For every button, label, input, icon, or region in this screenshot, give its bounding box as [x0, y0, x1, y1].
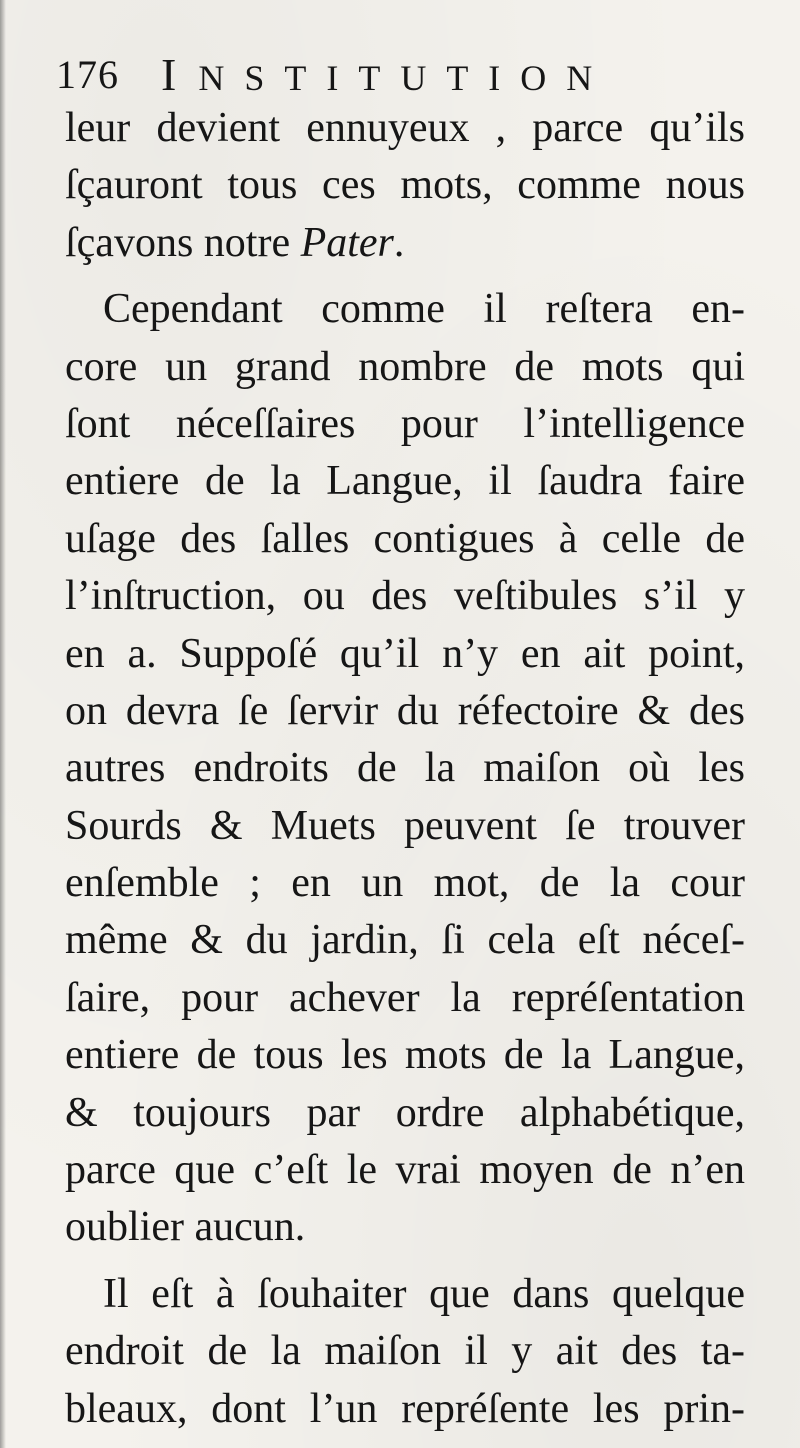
text-line: ſont néceſſaires pour l’intelligence: [65, 400, 745, 447]
text-line: Sourds & Muets peuvent ſe trouver: [65, 802, 745, 849]
paragraph-first-line: Il eſt à ſouhaiter que dans quelque: [103, 1270, 745, 1317]
text-line: core un grand nombre de mots qui: [65, 343, 745, 390]
text-line: ſaire, pour achever la repréſentation: [65, 974, 745, 1021]
text-line: endroit de la maiſon il y ait des ta-: [65, 1328, 745, 1375]
italic-word: Pater: [300, 219, 394, 266]
text-line: autres endroits de la maiſon où les: [65, 745, 745, 792]
text-line: entiere de tous les mots de la Langue,: [65, 1032, 745, 1079]
text-line: l’inſtruction, ou des veſtibules s’il y: [65, 573, 745, 620]
text-line: bleaux, dont l’un repréſente les prin-: [65, 1385, 745, 1432]
paragraph-first-line: Cependant comme il reſtera en-: [103, 286, 745, 333]
text-line-start: ſçavons notre: [65, 219, 301, 266]
text-line: entiere de la Langue, il ſaudra faire: [65, 458, 745, 505]
text-line: leur devient ennuyeux , parce qu’ils: [65, 105, 745, 151]
running-title: INSTITUTION: [161, 49, 613, 100]
text-line: uſage des ſalles contigues à celle de: [65, 515, 745, 562]
page-number: 176: [56, 52, 119, 97]
body-text: [65, 100, 745, 1438]
text-line: on devra ſe ſervir du réfectoire & des: [65, 687, 745, 734]
page-gutter-shadow: [0, 0, 6, 1448]
text-line: parce que c’eſt le vrai moyen de n’en: [65, 1147, 745, 1194]
text-line: enſemble ; en un mot, de la cour: [65, 860, 745, 907]
text-line: même & du jardin, ſi cela eſt néceſ-: [65, 917, 745, 964]
text-line: & toujours par ordre alphabétique,: [65, 1089, 745, 1136]
text-line: [65, 215, 745, 272]
running-head: [56, 50, 746, 100]
text-line: ſçauront tous ces mots, comme nous: [65, 162, 745, 209]
italic-suffix: .: [393, 219, 405, 266]
text-line: en a. Suppoſé qu’il n’y en ait point,: [65, 630, 745, 677]
text-line: oublier aucun.: [65, 1204, 306, 1251]
